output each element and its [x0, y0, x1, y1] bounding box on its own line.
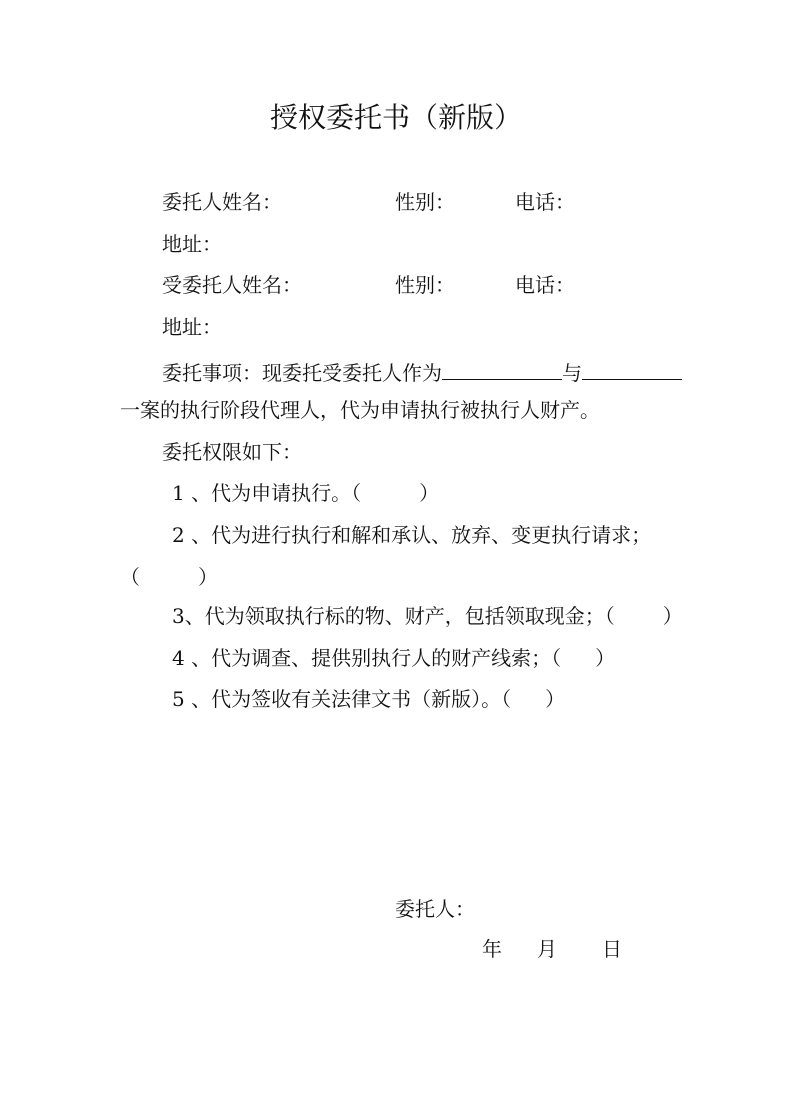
date-day: 日	[602, 937, 622, 961]
authority-item-3	[172, 604, 683, 628]
principal-address-label: 地址：	[162, 232, 222, 256]
authority-item-2-close: ）	[198, 565, 218, 589]
authority-item-5	[172, 687, 565, 711]
principal-gender-label: 性别：	[395, 190, 455, 214]
authority-item-3-close: ）	[662, 604, 683, 628]
authority-item-2: 2 、代为进行执行和解和承认、放弃、变更执行请求；	[172, 523, 652, 547]
date-year: 年	[482, 937, 502, 961]
authority-item-5-close: ）	[545, 687, 566, 711]
matter-prefix: 委托事项：现委托受委托人作为	[162, 361, 442, 385]
principal-phone-label: 电话：	[515, 190, 575, 214]
matter-continuation: 一案的执行阶段代理人，代为申请执行被执行人财产。	[120, 398, 600, 422]
authority-item-1-text: 1 、代为申请执行。（	[172, 481, 362, 505]
authority-item-1	[172, 481, 439, 505]
agent-name-label: 受委托人姓名：	[162, 273, 302, 297]
authority-item-4	[172, 646, 615, 670]
agent-gender-label: 性别：	[395, 273, 455, 297]
authority-item-5-text: 5 、代为签收有关法律文书（新版）。（	[172, 687, 512, 711]
authority-item-2-paren	[120, 565, 218, 589]
principal-name-label: 委托人姓名：	[162, 190, 282, 214]
date-month: 月	[537, 937, 557, 961]
authority-item-1-close: ）	[419, 481, 440, 505]
signature-label: 委托人：	[395, 897, 475, 921]
party-a-blank[interactable]	[442, 357, 562, 380]
authority-item-3-text: 3、代为领取执行标的物、财产，包括领取现金；（	[172, 604, 615, 628]
agent-address-label: 地址：	[162, 315, 222, 339]
authority-item-2-open: （	[120, 565, 140, 589]
matter-middle: 与	[562, 361, 582, 385]
agent-phone-label: 电话：	[515, 273, 575, 297]
authority-item-4-close: ）	[595, 646, 616, 670]
matter-line	[162, 357, 682, 385]
authority-heading: 委托权限如下：	[162, 440, 302, 464]
document-title: 授权委托书（新版）	[269, 101, 522, 134]
party-b-blank[interactable]	[582, 357, 682, 380]
authority-item-4-text: 4 、代为调查、提供别执行人的财产线索；（	[172, 646, 562, 670]
